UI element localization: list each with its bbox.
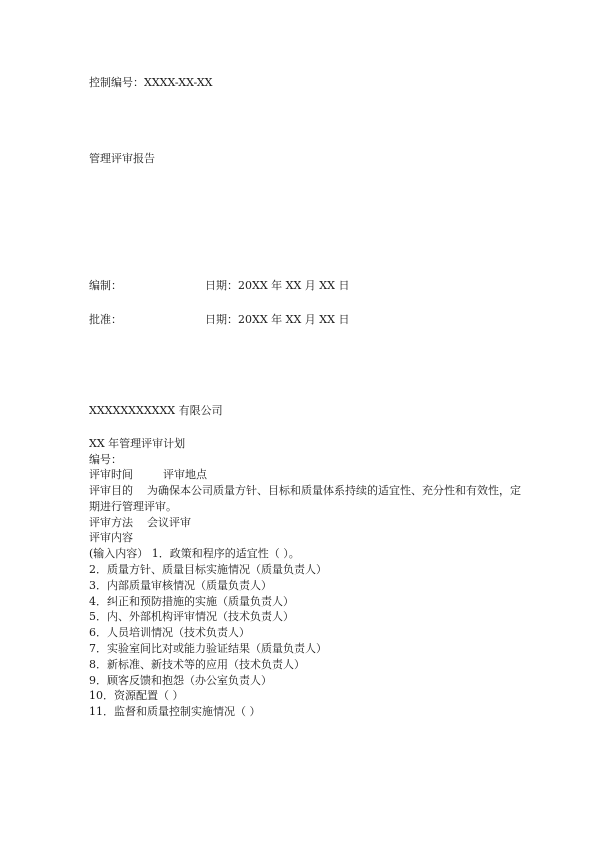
content-item: 7．实验室间比对或能力验证结果（质量负责人） [89,642,327,655]
report-title: 管理评审报告 [89,152,155,165]
review-purpose-row [89,483,521,515]
content-item: 6．人员培训情况（技术负责人） [89,626,250,639]
control-number: 控制编号：XXXX-XX-XX [89,76,213,89]
review-purpose-label: 评审目的 [89,484,133,497]
review-method-row [89,515,191,531]
plan-title: XX 年管理评审计划 [89,437,186,450]
content-item: 5．内、外部机构评审情况（技术负责人） [89,610,294,623]
content-item: 10．资源配置（ ） [89,689,184,702]
review-method-value: 会议评审 [147,516,191,529]
approved-label: 批准： [89,313,122,326]
content-item: (输入内容） 1．政策和程序的适宜性（ ）。 [89,547,300,560]
content-item: 2．质量方针、质量目标实施情况（质量负责人） [89,563,327,576]
plan-number-label: 编号： [89,453,122,466]
review-time-label: 评审时间 [89,468,133,481]
content-item: 4．纠正和预防措施的实施（质量负责人） [89,595,294,608]
review-place-label: 评审地点 [163,468,207,481]
content-item: 3．内部质量审核情况（质量负责人） [89,579,272,592]
review-content-label: 评审内容 [89,531,133,544]
approved-date: 日期：20XX 年 XX 月 XX 日 [205,313,350,326]
content-item: 9．顾客反馈和抱怨（办公室负责人） [89,674,272,687]
review-time-place-row [89,467,207,483]
compiled-date: 日期：20XX 年 XX 月 XX 日 [205,279,350,292]
company-name: XXXXXXXXXXX 有限公司 [89,404,223,417]
review-purpose-text: 为确保本公司质量方针、目标和质量体系持续的适宜性、充分性和有效性，定期进行管理评审。 [89,484,521,513]
content-item: 11．监督和质量控制实施情况（ ） [89,705,261,718]
review-method-label: 评审方法 [89,516,133,529]
compiled-label: 编制： [89,279,122,292]
content-item: 8．新标准、新技术等的应用（技术负责人） [89,658,305,671]
